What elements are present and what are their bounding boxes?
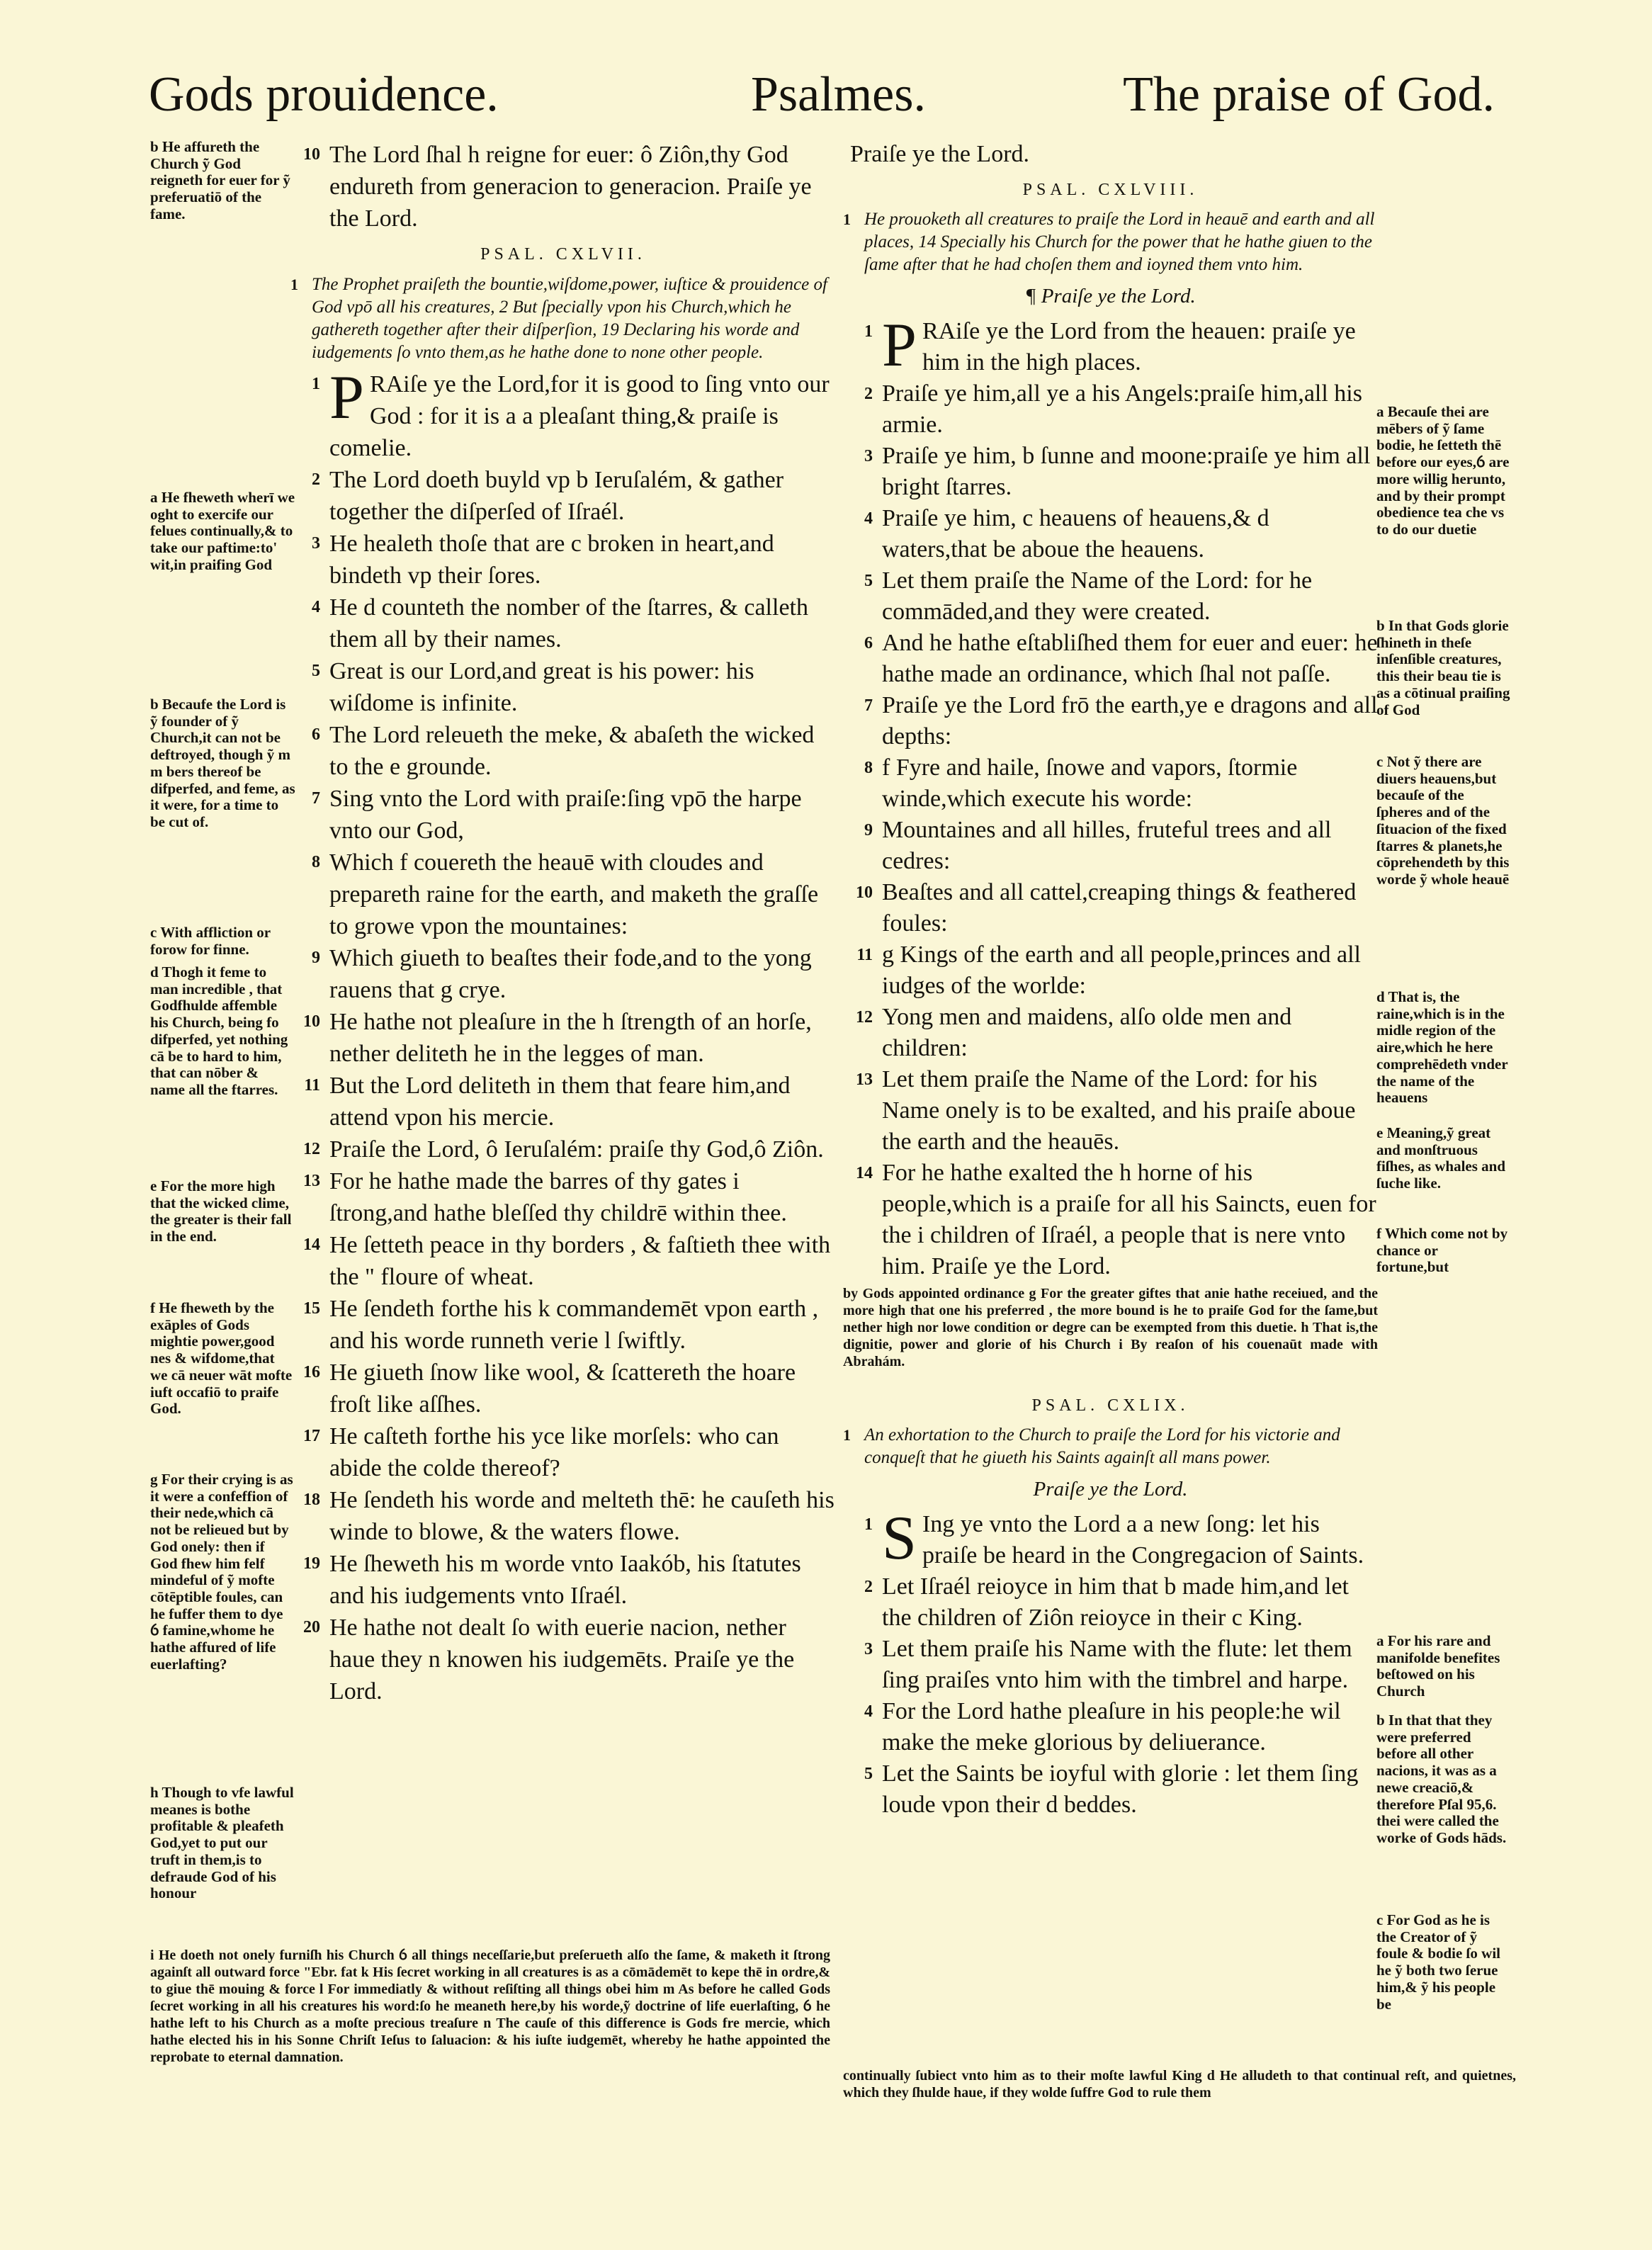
verse: 15 He ſendeth forthe his k commandemēt vpon earth , and his worde runneth verie l ſwiftly. bbox=[303, 1296, 819, 1354]
verse: 1 P RAiſe ye the Lord,for it is good to ſing vnto our God : for it is a a pleaſant thing,& praiſe is comelie. bbox=[312, 363, 830, 461]
psalm-147-argument: 1 The Prophet praiſeth the bountie,wiſdome,power, iuſtice & prouidence of God vpō all his creatures, 2 But ſpecially vpon his Church,which he gathereth together after their diſperſion, 19 Declaring his worde and iudgements ſo vnto them,as he hathe done to none other people. bbox=[290, 275, 827, 362]
margin-note: c Not ỹ there are diuers heauens,but becauſe of the ſpheres and of the ſituacion of the fixed ſtarres & planets,he cōprehendeth by this worde ỹ whole heauē bbox=[1376, 753, 1510, 888]
psalm-149-title: PSAL. CXLIX. bbox=[1031, 1396, 1189, 1415]
psalm-148-footnotes: by Gods appointed ordinance g For the greater giftes that anie hathe receiued, and the more high that one his preferred , the more bound is he to praiſe God for the ſame,but nether high nor lowe condition or degre can be exempted from this duetie. h That is,the dignitie, power and glorie of his Church i By reaſon of his couenaūt made with Abrahám. bbox=[843, 1286, 1378, 1369]
verse: 13 For he hathe made the barres of thy gates i ſtrong,and hathe bleſſed thy childrē within thee. bbox=[303, 1168, 787, 1226]
psalm-149-praise: Praiſe ye the Lord. bbox=[1033, 1478, 1188, 1500]
margin-note: c With affliction or forow for finne. bbox=[150, 924, 271, 958]
verse: 3 Let them praiſe his Name with the flute: let them ſing praiſes vnto him with the timbrel and harpe. bbox=[864, 1636, 1352, 1693]
verse: 1 P RAiſe ye the Lord from the heauen: praiſe ye him in the high places. bbox=[864, 311, 1356, 380]
verse: 1 S Ing ye vnto the Lord a a new ſong: let his praiſe be heard in the Congregacion of Saints. bbox=[864, 1504, 1364, 1573]
header-center: Psalmes. bbox=[751, 67, 926, 122]
verse: 11 But the Lord deliteth in them that feare him,and attend vpon his mercie. bbox=[304, 1073, 791, 1131]
psalm-148-verses bbox=[843, 311, 1378, 1282]
psalm-149-footnotes: continually ſubiect vnto him as to their moſte lawful King d He alludeth to that continual reſt, and quietnes, which they ſhulde haue, if they wolde ſuffre God to rule them bbox=[843, 2068, 1516, 2101]
psalm-147-footnotes: i He doeth not onely furniſh his Church ỽ all things neceſſarie,but preſerueth alſo the ſame, & maketh it ſtrong againſt all outward force "Ebr. fat k His ſecret working in all creatures is as a cōmādemēt to kepe thē in ordre,& to giue thē mouing & force l For immediatly & without reſiſting all things obei him m As before he called Gods ſecret working in all his creatures his word:ſo he meaneth here,by his worde,ỹ doctrine of life euerlaſting, ỽ he hathe left to his Church as a moſte precious treaſure n The cauſe of this difference is Gods fre mercie, which hathe elected his in his Sonne Chriſt Ieſus to ſaluacion: & his iuſte iudgemēt, whereby he hathe appointed the reprobate to eternal damnation. bbox=[150, 1947, 830, 2065]
verse: 9 Which giueth to beaſtes their fode,and to the yong rauens that g crye. bbox=[312, 945, 812, 1003]
header-left: Gods prouidence. bbox=[149, 67, 499, 122]
verse: 3 He healeth thoſe that are c broken in heart,and bindeth vp their ſores. bbox=[312, 531, 774, 589]
verse: 4 Praiſe ye him, c heauens of heauens,& d waters,that be aboue the heauens. bbox=[864, 505, 1269, 562]
verse: 2 Let Iſraél reioyce in him that b made him,and let the children of Ziôn reioyce in their c King. bbox=[864, 1573, 1349, 1631]
verse: 19 He ſheweth his m worde vnto Iaakób, his ſtatutes and his iudgements vnto Iſraél. bbox=[303, 1551, 801, 1609]
psalm-149-argument: 1 An exhortation to the Church to praiſe the Lord for his victorie and conqueſt that he giueth his Saints againſt all mans power. bbox=[843, 1425, 1340, 1467]
verse: 6 The Lord releueth the meke, & abaſeth the wicked to the e grounde. bbox=[312, 722, 815, 780]
verse: 10 Beaſtes and all cattel,creaping things & feathered foules: bbox=[856, 879, 1357, 937]
header-right: The praise of God. bbox=[1123, 67, 1495, 122]
right-margin-notes-148 bbox=[1376, 404, 1511, 1277]
praise-line: Praiſe ye the Lord. bbox=[850, 141, 1030, 167]
verse: 7 Sing vnto the Lord with praiſe:ſing vpō the harpe vnto our God, bbox=[312, 786, 802, 844]
margin-note: a He fheweth wherī we oght to exercife our felues continually,& to take our paftime:to' wit,in praifing God bbox=[150, 489, 295, 573]
margin-note: h Though to vfe lawful meanes is bothe profitable & pleafeth God,yet to put our truft in them,is to defraude God of his honour bbox=[150, 1784, 294, 1902]
verse: 18 He ſendeth his worde and melteth thē: he cauſeth his winde to blowe, & the waters flowe. bbox=[303, 1487, 835, 1545]
verse: 10 The Lord ſhal h reigne for euer: ô Ziôn,thy God endureth from generacion to generacion. Praiſe ye the Lord. bbox=[303, 142, 812, 232]
verse: 2 Praiſe ye him,all ye a his Angels:praiſe him,all his armie. bbox=[864, 380, 1362, 438]
psalm-148-argument: 1 He prouoketh all creatures to praiſe the Lord in heauē and earth and all places, 14 Specially his Church for the power that he hathe giuen to the ſame after that he had choſen them and ioyned them vnto him. bbox=[843, 210, 1375, 274]
verse: 3 Praiſe ye him, b ſunne and moone:praiſe ye him all bright ſtarres. bbox=[864, 443, 1371, 500]
left-column bbox=[290, 139, 836, 1707]
verse: 14 He ſetteth peace in thy borders , & faſtieth thee with the " floure of wheat. bbox=[303, 1232, 831, 1290]
margin-note: e For the more high that the wicked clime, the greater is their fall in the end. bbox=[150, 1177, 292, 1245]
verse: 13 Let them praiſe the Name of the Lord: for his Name onely is to be exalted, and his praiſe aboue the earth and the heauēs. bbox=[856, 1066, 1356, 1155]
verse: 16 He giueth ſnow like wool, & ſcattereth the hoare froſt like aſſhes. bbox=[303, 1359, 796, 1418]
verse: 20 He hathe not dealt ſo with euerie nacion, nether haue they n knowen his iudgemēts. Praiſe ye the Lord. bbox=[303, 1615, 795, 1705]
verse: 4 He d counteth the nomber of the ſtarres, & calleth them all by their names. bbox=[312, 594, 808, 652]
verse: 8 f Fyre and haile, ſnowe and vapors, ſtormie winde,which execute his worde: bbox=[864, 754, 1298, 812]
margin-note: f Which come not by chance or fortune,but bbox=[1376, 1225, 1508, 1276]
verse: 6 And he hathe eſtabliſhed them for euer and euer: he hathe made an ordinance, which ſhal not paſſe. bbox=[864, 630, 1378, 687]
verse: 5 Great is our Lord,and great is his power: his wiſdome is infinite. bbox=[312, 658, 754, 716]
psalm-149-verses bbox=[843, 1504, 1378, 1821]
margin-note: d That is, the raine,which is in the midle region of the aire,which he here comprehēdeth vnder the name of the heauens bbox=[1376, 988, 1508, 1107]
verse: 12 Yong men and maidens, alſo olde men and children: bbox=[856, 1004, 1292, 1061]
verse: 2 The Lord doeth buyld vp b Ieruſalém, & gather together the diſperſed of Iſraél. bbox=[312, 467, 784, 525]
verse: 14 For he hathe exalted the h horne of his people,which is a praiſe for all his Saincts, euen for the i children of Iſraél, a people that is nere vnto him. Praiſe ye the Lord. bbox=[856, 1160, 1376, 1279]
left-margin-notes bbox=[150, 139, 295, 1904]
verse: 7 Praiſe ye the Lord frō the earth,ye e dragons and all depths: bbox=[864, 692, 1378, 750]
psalm-147-title: PSAL. CXLVII. bbox=[480, 245, 646, 264]
margin-note: a For his rare and manifolde benefites beſtowed on his Church bbox=[1376, 1632, 1500, 1700]
margin-note: e Meaning,ỹ great and monſtruous fiſhes, as whales and ſuche like. bbox=[1376, 1124, 1506, 1192]
margin-note: b Becaufe the Lord is ỹ founder of ỹ Church,it can not be deftroyed, though ỹ m m bers thereof be difperfed, and feme, as it were, for a time to be cut of. bbox=[150, 696, 295, 831]
right-column bbox=[843, 139, 1378, 1821]
verse: 5 Let the Saints be ioyful with glorie : let them ſing loude vpon their d beddes. bbox=[864, 1760, 1359, 1818]
margin-note: b In that that they were preferred before all other nacions, it was as a newe creaciō,& therefore Pſal 95,6. thei were called the worke of Gods hāds. bbox=[1376, 1712, 1507, 1847]
verse: 10 He hathe not pleaſure in the h ſtrength of an horſe, nether deliteth he in the legges of man. bbox=[303, 1009, 812, 1067]
margin-note: c For God as he is the Creator of ỹ foule & bodie ſo wil he ỹ both two ſerue him,& ỹ his people be bbox=[1376, 1911, 1501, 2013]
psalm-148-praise: ¶ Praiſe ye the Lord. bbox=[1025, 285, 1196, 307]
psalm-148-title: PSAL. CXLVIII. bbox=[1022, 181, 1199, 199]
drop-cap: S bbox=[882, 1504, 917, 1573]
verse: 8 Which f couereth the heauē with cloudes and prepareth raine for the earth, and maketh the graſſe to growe vpon the mountaines: bbox=[312, 849, 819, 939]
verse: 5 Let them praiſe the Name of the Lord: for he commāded,and they were created. bbox=[864, 567, 1313, 625]
running-header bbox=[149, 65, 1495, 136]
verse: 9 Mountaines and all hilles, fruteful trees and all cedres: bbox=[864, 817, 1332, 874]
drop-cap: P bbox=[882, 311, 917, 380]
margin-note: f He fheweth by the exāples of Gods mightie power,good nes & wifdome,that we cā neuer wāt mofte iuft occafiō to praife God. bbox=[150, 1299, 293, 1418]
verse: 17 He caſteth forthe his yce like morſels: who can abide the colde thereof? bbox=[303, 1423, 779, 1481]
margin-note: d Thogh it feme to man incredible , that Godfhulde affemble his Church, being fo difperfed, yet nothing cā be to hard to him, that can nōber & name all the ftarres. bbox=[150, 963, 288, 1099]
right-margin-notes-149 bbox=[1376, 1633, 1511, 2014]
margin-note: b He affureth the Church ỹ God reigneth for euer for ỹ preferuatiō of the fame. bbox=[150, 138, 290, 222]
margin-note: a Becauſe thei are mēbers of ỹ ſame bodie, he ſetteth thē before our eyes,ỽ are more willig herunto, and by their prompt obedience tea che vs to do our duetie bbox=[1376, 403, 1510, 538]
verse: 11 g Kings of the earth and all people,princes and all iudges of the worlde: bbox=[856, 942, 1361, 999]
drop-cap: P bbox=[329, 363, 364, 432]
verse: 4 For the Lord hathe pleaſure in his people:he wil make the meke glorious by deliuerance. bbox=[864, 1698, 1341, 1756]
verse: 12 Praiſe the Lord, ô Ieruſalém: praiſe thy God,ô Ziôn. bbox=[303, 1136, 824, 1163]
margin-note: b In that Gods glorie ſhineth in theſe inſenſible creatures, this their beau tie is as a cōtinual praiſing of God bbox=[1376, 617, 1510, 718]
psalm-147-verses bbox=[290, 363, 836, 1707]
margin-note: g For their crying is as it were a confeffion of their nede,which cā not be relieued but by God onely: then if God fhew him felf mindeful of ỹ mofte cōtēptible foules, can he fuffer them to dye ỽ famine,whome he hathe affured of life euerlafting? bbox=[150, 1471, 293, 1673]
